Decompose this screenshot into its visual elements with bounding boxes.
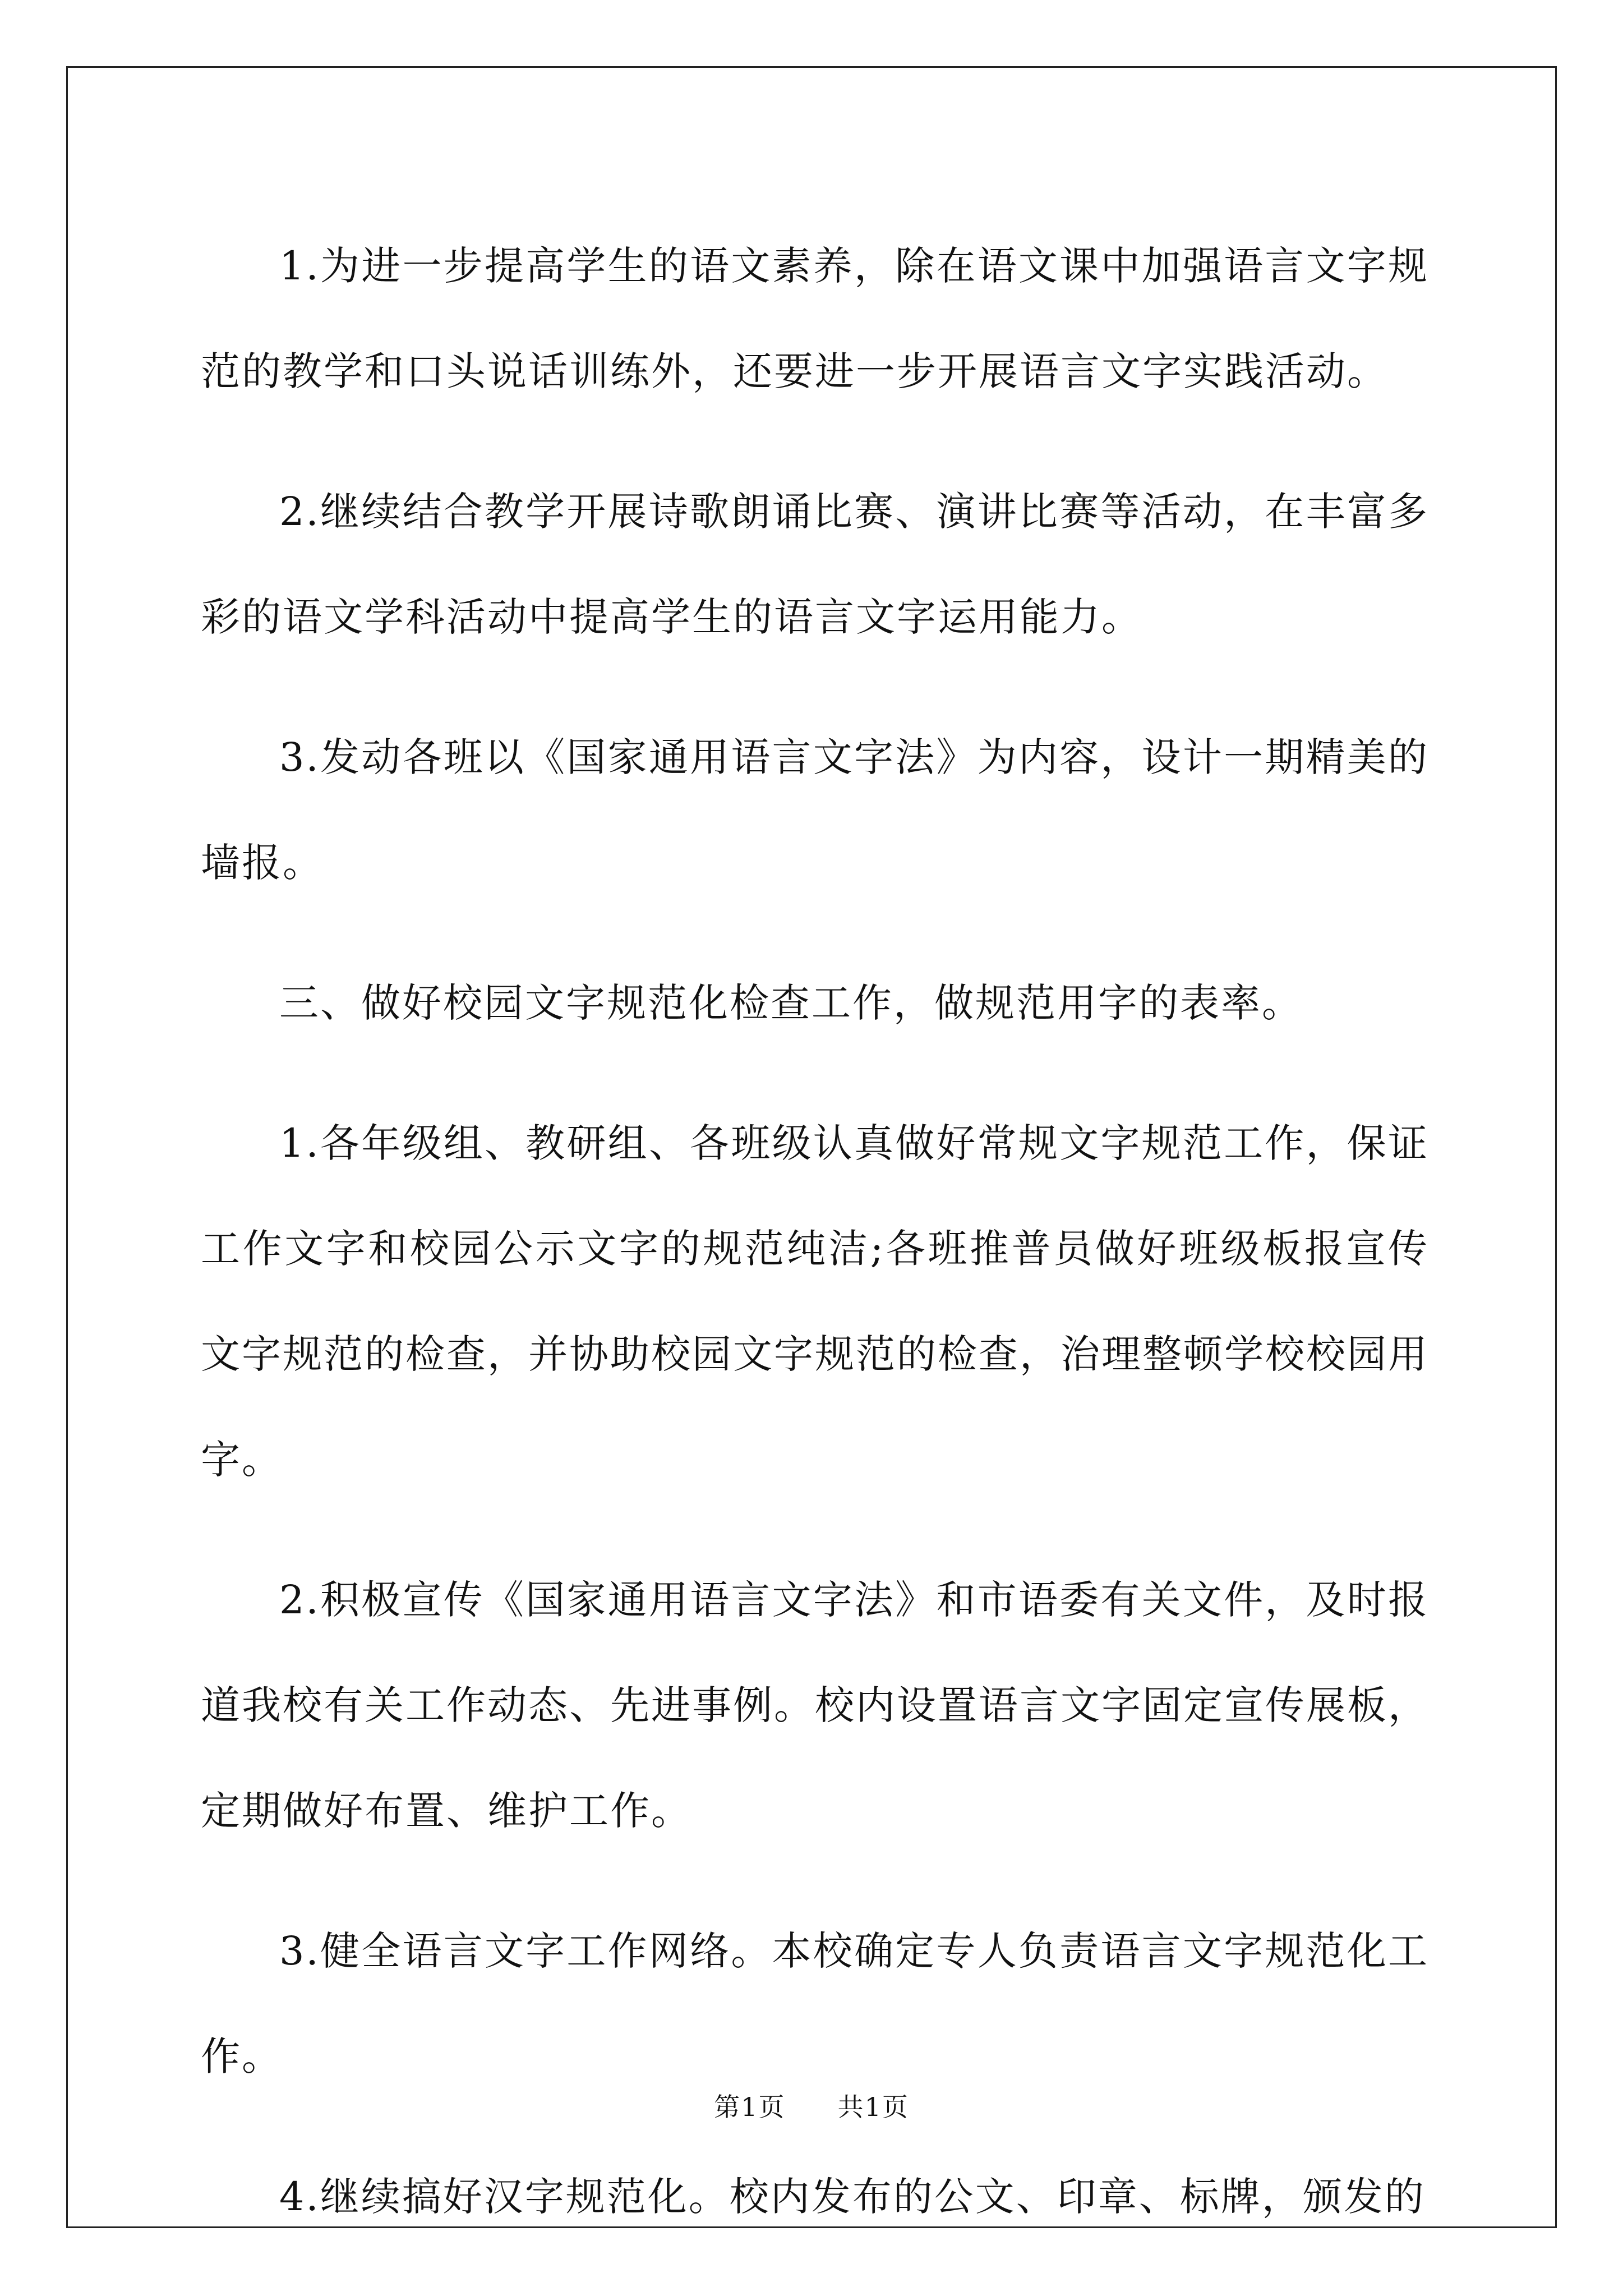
page-footer	[0, 2087, 1623, 2124]
page-number-total: 共1页	[837, 2092, 909, 2122]
page-number-current: 第1页	[714, 2092, 786, 2122]
document-body	[201, 213, 1429, 2284]
section-heading: 三、做好校园文字规范化检查工作，做规范用字的表率。	[279, 980, 1303, 1026]
paragraph-3: 3.发动各班以《国家通用语言文字法》为内容，设计一期精美的墙报。	[201, 734, 1429, 886]
paragraph-6: 2.积极宣传《国家通用语言文字法》和市语委有关文件，及时报道我校有关工作动态、先进事例。校内设置语言文字固定宣传展板，定期做好布置、维护工作。	[201, 1577, 1429, 1834]
paragraph-7: 3.健全语言文字工作网络。本校确定专人负责语言文字规范化工作。	[201, 1928, 1429, 2079]
paragraph-2: 2.继续结合教学开展诗歌朗诵比赛、演讲比赛等活动，在丰富多彩的语文学科活动中提高学生的语言文字运用能力。	[201, 489, 1429, 640]
paragraph-5: 1.各年级组、教研组、各班级认真做好常规文字规范工作，保证工作文字和校园公示文字的规范纯洁;各班推普员做好班级板报宣传文字规范的检查，并协助校园文字规范的检查，治理整顿学校校园用字。	[201, 1120, 1429, 1483]
paragraph-8: 4.继续搞好汉字规范化。校内发布的公文、印章、标牌，颁发的	[279, 2174, 1426, 2220]
paragraph-1: 1.为进一步提高学生的语文素养，除在语文课中加强语言文字规范的教学和口头说话训练外，还要进一步开展语言文字实践活动。	[201, 243, 1429, 394]
